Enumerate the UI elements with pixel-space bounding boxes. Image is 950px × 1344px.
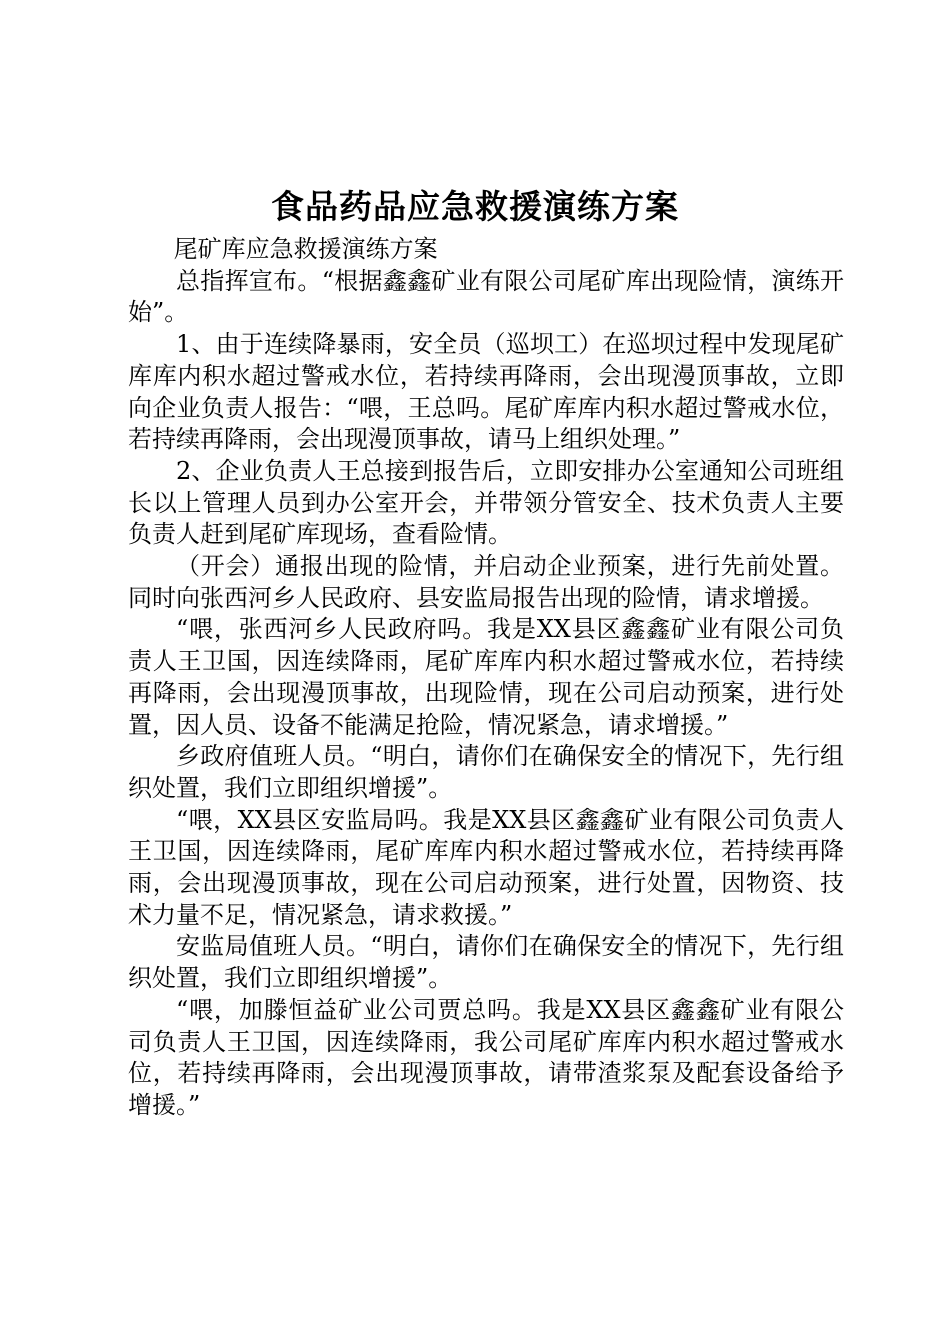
paragraph: （开会）通报出现的险情，并启动企业预案，进行先前处置。同时向张西河乡人民政府、县安监局报告出现的险情，请求增援。 [128,552,844,612]
document-body [128,234,844,1122]
paragraph: 安监局值班人员。“明白，请你们在确保安全的情况下，先行组织处置，我们立即组织增援”。 [128,932,844,993]
paragraph: “喂，加滕恒益矿业公司贾总吗。我是XX县区鑫鑫矿业有限公司负责人王卫国，因连续降雨，我公司尾矿库库内积水超过警戒水位，若持续再降雨，会出现漫顶事故，请带渣浆泵及配套设备给予增援。” [128,995,844,1119]
paragraph: 2、企业负责人王总接到报告后，立即安排办公室通知公司班组长以上管理人员到办公室开会，并带领分管安全、技术负责人主要负责人赶到尾矿库现场，查看险情。 [128,456,844,549]
paragraph: “喂，XX县区安监局吗。我是XX县区鑫鑫矿业有限公司负责人王卫国，因连续降雨，尾矿库库内积水超过警戒水位，若持续再降雨，会出现漫顶事故，现在公司启动预案，进行处置，因物资、技术力量不足，情况紧急，请求救援。” [128,805,844,929]
paragraph: 1、由于连续降暴雨，安全员（巡坝工）在巡坝过程中发现尾矿库库内积水超过警戒水位，若持续再降雨，会出现漫顶事故，立即向企业负责人报告：“喂，王总吗。尾矿库库内积水超过警戒水位，若持续再降雨，会出现漫顶事故，请马上组织处理。” [128,330,844,454]
paragraph: 乡政府值班人员。“明白，请你们在确保安全的情况下，先行组织处置，我们立即组织增援”。 [128,742,844,802]
paragraph-subtitle: 尾矿库应急救援演练方案 [173,235,438,263]
paragraph: “喂，张西河乡人民政府吗。我是XX县区鑫鑫矿业有限公司负责人王卫国，因连续降雨，尾矿库库内积水超过警戒水位，若持续再降雨，会出现漫顶事故，出现险情，现在公司启动预案，进行处置，因人员、设备不能满足抢险，情况紧急，请求增援。” [128,615,844,739]
paragraph: 总指挥宣布。“根据鑫鑫矿业有限公司尾矿库出现险情，演练开始”。 [128,266,844,327]
document-title: 食品药品应急救援演练方案 [271,187,679,226]
